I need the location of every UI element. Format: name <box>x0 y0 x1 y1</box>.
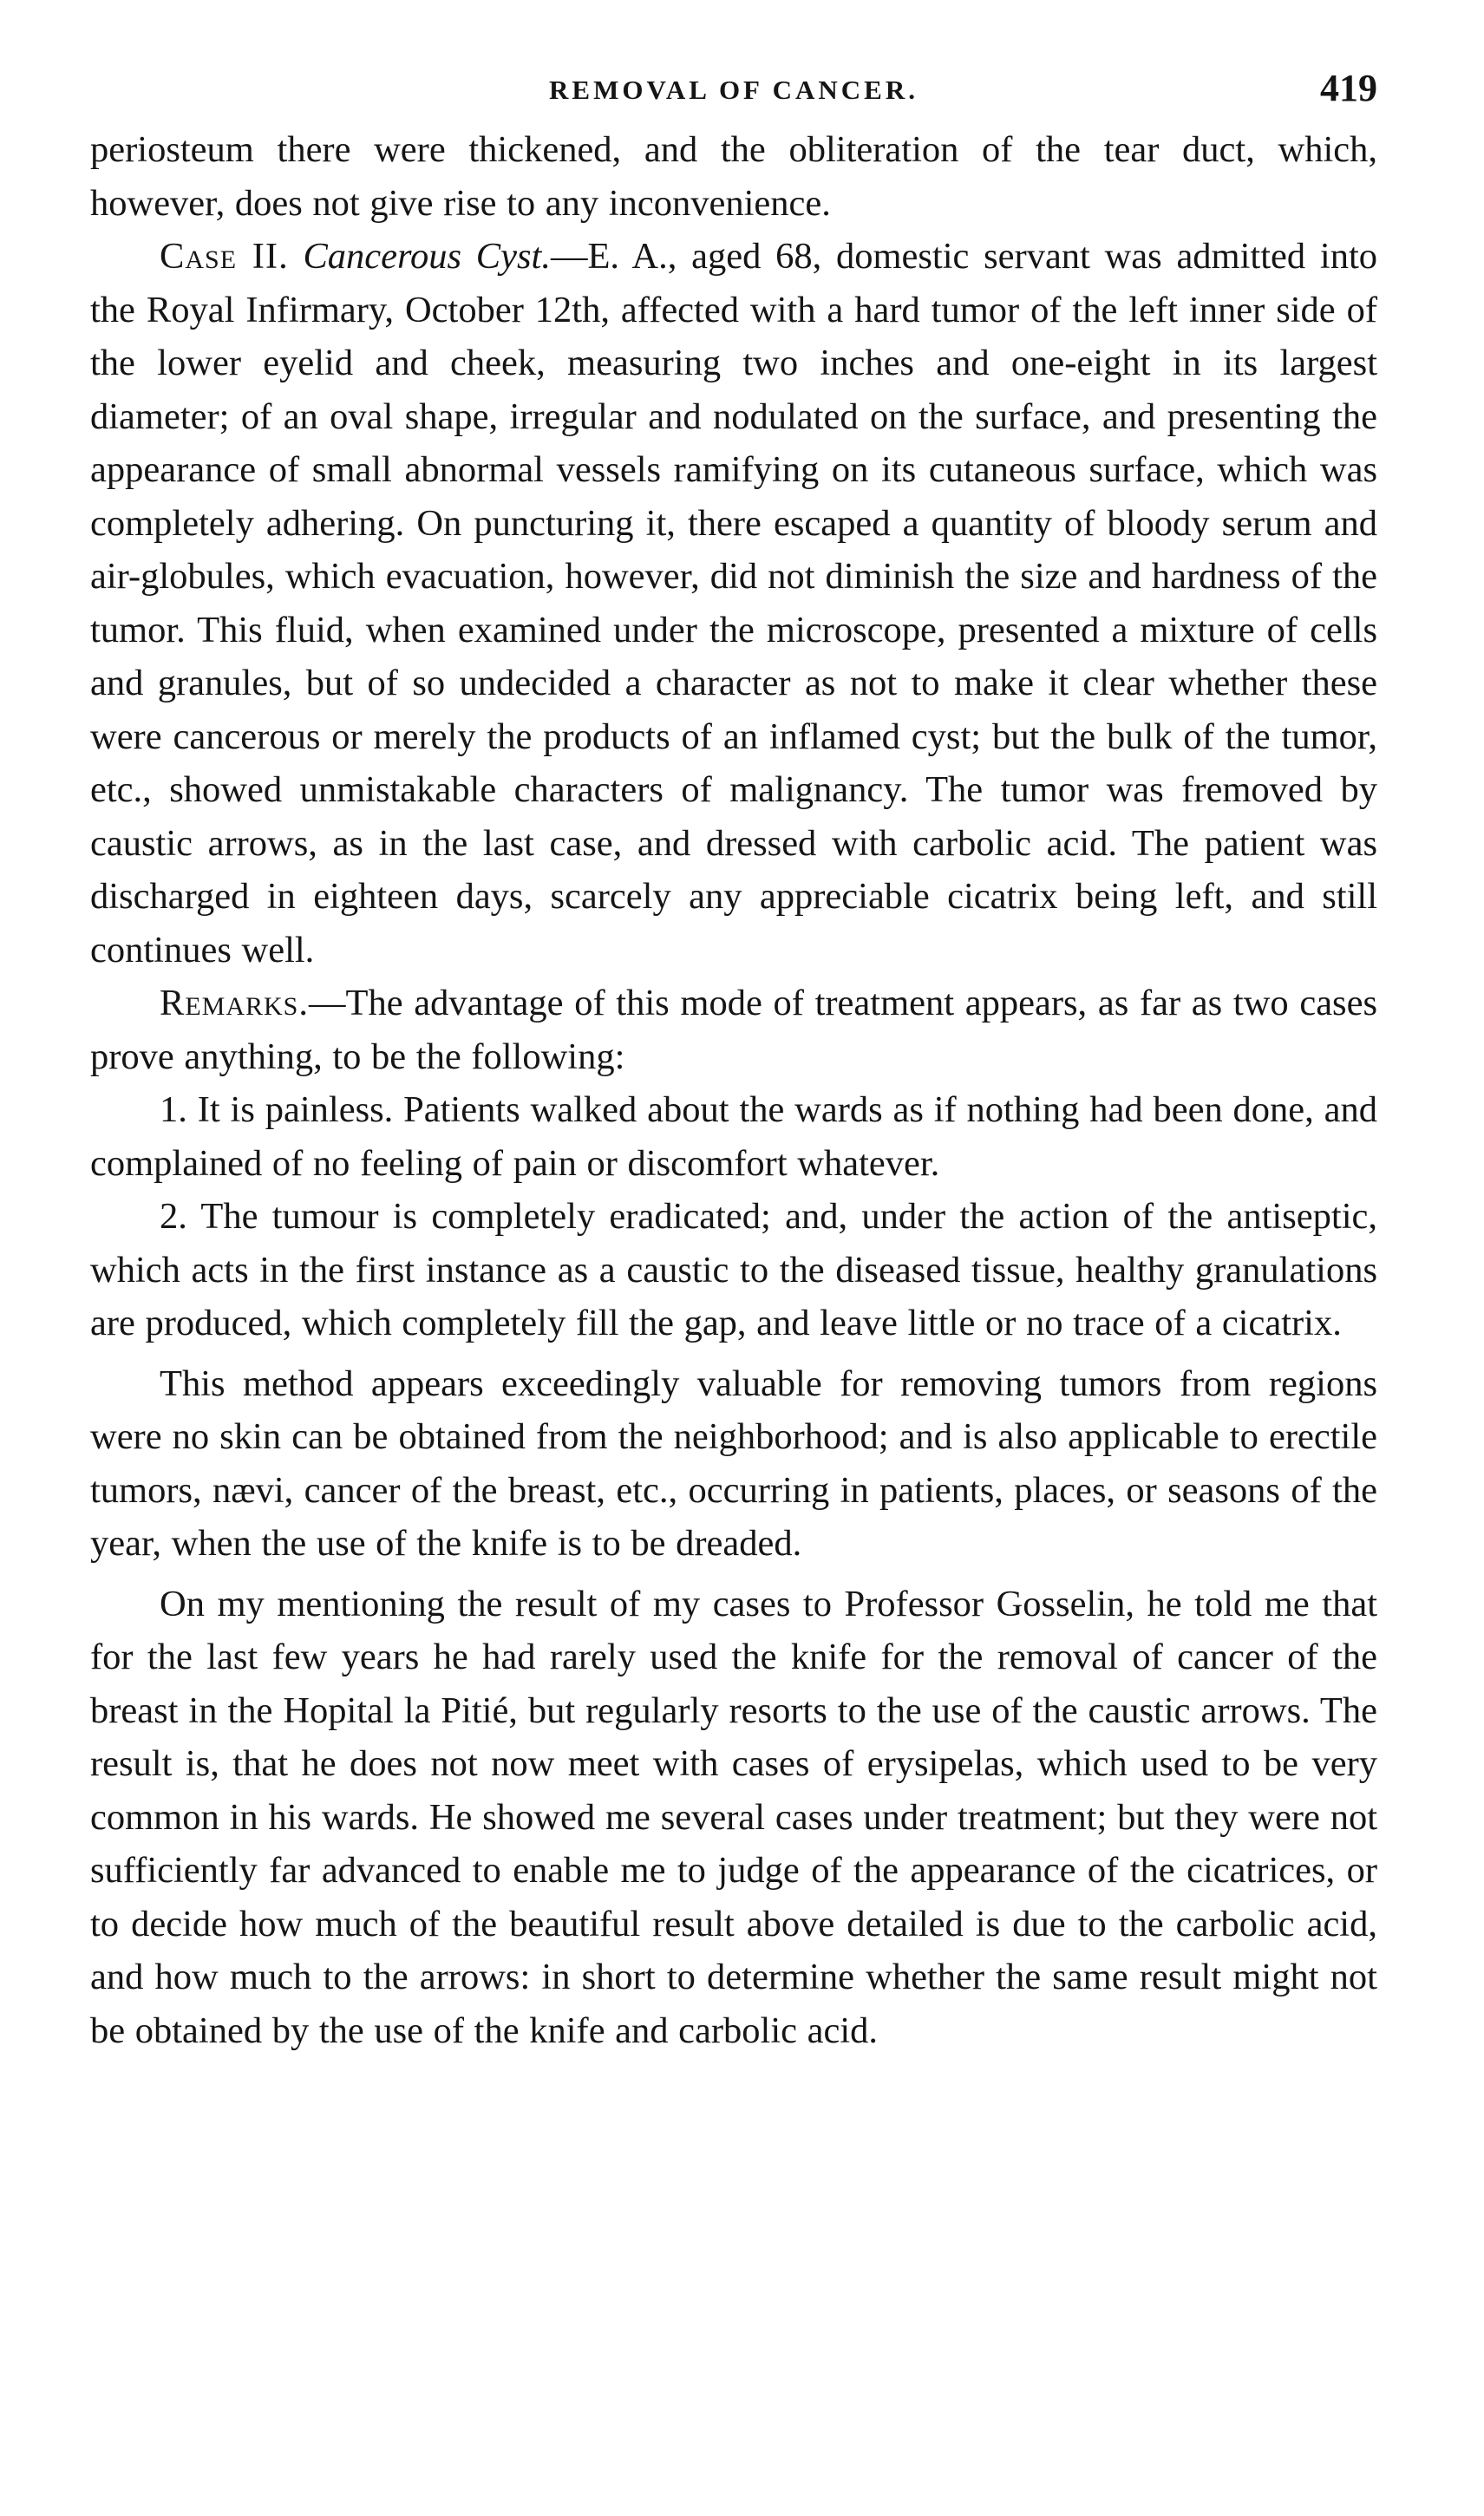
list-item-1: 1. It is painless. Patients walked about the wards as if nothing had been done, and complained of no feeling of pain or discomfort whatever. <box>90 1089 1377 1184</box>
book-page <box>90 61 1377 2057</box>
remarks-label: Remarks. <box>160 983 309 1023</box>
paragraph-method: This method appears exceedingly valuable for removing tumors from regions were no skin can be obtained from the neighborhood; and is also applicable to erectile tumors, nævi, cancer of the breast, etc., occurring in patients, places, or seasons of the year, when the use of the knife is to be dreaded. <box>90 1363 1377 1564</box>
paragraph-gosselin: On my mentioning the result of my cases to Professor Gosselin, he told me that for the last few years he had rarely used the knife for the removal of cancer of the breast in the Hopital la Pitié, but regularly resorts to the use of the caustic arrows. The result is, that he does not now meet with cases of erysipelas, which used to be very common in his wards. He showed me several cases under treatment; but they were not sufficiently far advanced to enable me to judge of the appearance of the cicatrices, or to decide how much of the beautiful result above detailed is due to the carbolic acid, and how much to the arrows: in short to determine whether the same result might not be obtained by the use of the knife and carbolic acid. <box>90 1583 1377 2051</box>
paragraph-case-2 <box>90 230 1377 977</box>
body-text <box>90 123 1377 2057</box>
case-title: Cancerous Cyst. <box>303 236 551 277</box>
list-item-2: 2. The tumour is completely eradicated; and, under the action of the antiseptic, which acts in the first instance as a caustic to the diseased tissue, healthy granulations are produced, which completely fill the gap, and leave little or no trace of a cicatrix. <box>90 1196 1377 1343</box>
case-label: Case II. <box>160 236 289 277</box>
running-head <box>90 61 1377 123</box>
running-title: REMOVAL OF CANCER. <box>549 75 919 105</box>
page-number: 419 <box>1320 67 1377 109</box>
paragraph-remarks <box>90 977 1377 1083</box>
case-text: —E. A., aged 68, domestic servant was admitted into the Royal Infirmary, October 12th, affected with a hard tumor of the left inner side of the lower eyelid and cheek, measuring two inches and one-eight in its largest diameter; of an oval shape, irregular and nodulated on the surface, and presenting the appearance of small abnormal vessels ramifying on its cutaneous surface, which was completely adhering. On puncturing it, there escaped a quantity of bloody serum and air-globules, which evacuation, however, did not diminish the size and hardness of the tumor. This fluid, when examined under the microscope, presented a mixture of cells and granules, but of so undecided a character as not to make it clear whether these were cancerous or merely the products of an inflamed cyst; but the bulk of the tumor, etc., showed unmistakable characters of malignancy. The tumor was fremoved by caustic arrows, as in the last case, and dressed with carbolic acid. The patient was discharged in eighteen days, scarcely any appreciable cicatrix being left, and still continues well. <box>90 236 1378 970</box>
remarks-text: —The advantage of this mode of treatment appears, as far as two cases prove anything, to be the following: <box>90 983 1377 1077</box>
paragraph-continuation: periosteum there were thickened, and the obliteration of the tear duct, which, however, does not give rise to any inconvenience. <box>90 129 1377 224</box>
